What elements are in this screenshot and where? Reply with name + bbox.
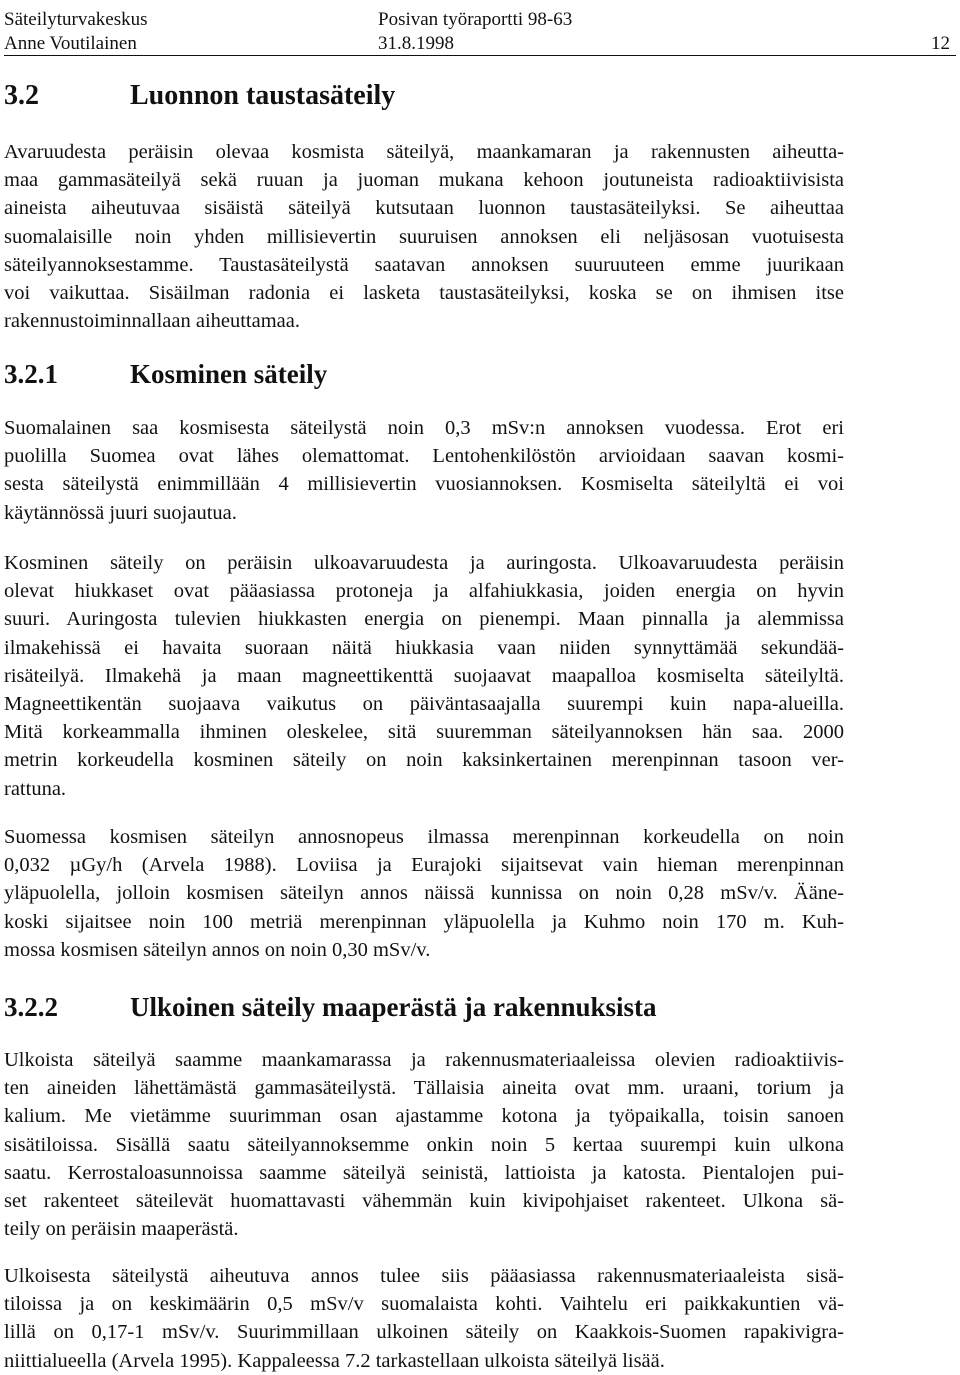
cosmic-paragraph-3	[4, 823, 844, 964]
text-line: puolilla Suomea ovat lähes olemattomat. Lentohenkilöstön arvioidaan saavan kosmi-	[4, 445, 844, 468]
text-line: Magneettikentän suojaava vaikutus on päiväntasaajalla suurempi kuin napa-alueilla.	[4, 693, 844, 716]
text-line: koski sijaitsee noin 100 metriä merenpinnan yläpuolella ja Kuhmo noin 170 m. Kuh-	[4, 910, 844, 933]
text-line: ilmakehissä ei havaita suoraan näitä hiukkasia vaan niiden synnyttämää sekundää-	[4, 636, 844, 659]
header-date: 31.8.1998	[378, 33, 454, 54]
text-line: tiloissa ja on keskimäärin 0,5 mSv/v suomalaista kohti. Vaihtelu eri paikkakuntien vä-	[4, 1293, 844, 1316]
text-line: maa gammasäteilyä sekä ruuan ja juoman mukana kehoon joutuneista radioaktiivisista	[4, 169, 844, 192]
text-line: niittialueella (Arvela 1995). Kappaleessa 7.2 tarkastellaan ulkoista säteilyä lisää.	[4, 1349, 665, 1372]
header-row-2	[4, 32, 956, 56]
text-line: Suomalainen saa kosmisesta säteilystä noin 0,3 mSv:n annoksen vuodessa. Erot eri	[4, 417, 844, 439]
section-intro-paragraph	[4, 138, 844, 335]
text-line: sesta säteilystä enimmillään 4 millisievertin vuosiannoksen. Kosmiselta säteilyltä ei voi	[4, 473, 844, 496]
text-line: mossa kosmisen säteilyn annos on noin 0,30 mSv/v.	[4, 938, 431, 961]
text-line: rattuna.	[4, 777, 67, 800]
page-header	[4, 4, 956, 56]
subsection-heading-external	[4, 991, 657, 1023]
text-line: Mitä korkeammalla ihminen oleskelee, sitä suuremman säteilyannoksen hän saa. 2000	[4, 721, 844, 744]
section-heading	[4, 80, 395, 112]
text-line: käytännössä juuri suojautua.	[4, 501, 237, 524]
cosmic-paragraph-1	[4, 414, 844, 527]
text-line: yläpuolella, jolloin kosmisen säteilyn annos näissä kunnissa on noin 0,28 mSv/v. Ääne-	[4, 882, 844, 905]
text-line: 0,032 µGy/h (Arvela 1988). Loviisa ja Eurajoki sijaitsevat vain hieman merenpinnan	[4, 854, 844, 877]
text-line: teily on peräisin maaperästä.	[4, 1218, 239, 1241]
header-author: Anne Voutilainen	[4, 33, 137, 54]
text-line: metrin korkeudella kosminen säteily on noin kaksinkertainen merenpinnan tasoon ver-	[4, 749, 844, 772]
subsection-title: Kosminen säteily	[130, 359, 328, 389]
text-line: voi vaikuttaa. Sisäilman radonia ei lasketa taustasäteilyksi, koska se on ihmisen itse	[4, 282, 844, 305]
text-line: kalium. Me vietämme suurimman osan ajastamme kotona ja työpaikalla, toisin sanoen	[4, 1105, 844, 1128]
text-line: rakennustoiminnallaan aiheuttamaa.	[4, 310, 300, 333]
header-row-1	[4, 8, 956, 32]
text-line: set rakenteet säteilevät huomattavasti vähemmän kuin kivipohjaiset rakenteet. Ulkona sä-	[4, 1190, 844, 1213]
text-line: ten aineiden lähettämästä gammasäteilystä. Tällaisia aineita ovat mm. uraani, torium ja	[4, 1077, 844, 1100]
external-paragraph-2	[4, 1262, 844, 1375]
text-line: Suomessa kosmisen säteilyn annosnopeus ilmassa merenpinnan korkeudella on noin	[4, 826, 844, 848]
text-line: aineista aiheutuvaa sisäistä säteilyä kutsutaan luonnon taustasäteilyksi. Se aiheuttaa	[4, 197, 844, 220]
header-org: Säteilyturvakeskus	[4, 9, 148, 30]
section-number: 3.2	[4, 80, 39, 111]
text-line: olevat hiukkaset ovat pääasiassa protoneja ja alfahiukkasia, joiden energia on hyvin	[4, 580, 844, 603]
text-line: Kosminen säteily on peräisin ulkoavaruudesta ja auringosta. Ulkoavaruudesta peräisin	[4, 552, 844, 574]
header-report: Posivan työraportti 98-63	[378, 9, 573, 30]
text-line: suomalaisille noin yhden millisievertin suuruisen annoksen eli neljäsosan vuotuisesta	[4, 225, 844, 248]
subsection-heading-cosmic	[4, 358, 327, 390]
external-paragraph-1	[4, 1046, 844, 1243]
text-line: Ulkoista säteilyä saamme maankamarassa ja rakennusmateriaaleissa olevien radioaktiivis-	[4, 1049, 844, 1071]
subsection-title: Ulkoinen säteily maaperästä ja rakennuksista	[130, 992, 657, 1022]
text-line: suuri. Auringosta tulevien hiukkasten energia on pienempi. Maan pinnalla ja alemmissa	[4, 608, 844, 631]
header-page-number: 12	[931, 33, 950, 54]
header-rule	[4, 55, 956, 56]
text-line: Avaruudesta peräisin olevaa kosmista säteilyä, maankamaran ja rakennusten aiheutta-	[4, 141, 844, 163]
text-line: säteilyannoksestamme. Taustasäteilystä saatavan annoksen suuruuteen emme juurikaan	[4, 253, 844, 276]
cosmic-paragraph-2	[4, 549, 844, 803]
text-line: sisätiloissa. Sisällä saatu säteilyannoksemme onkin noin 5 kertaa suurempi kuin ulkona	[4, 1133, 844, 1156]
text-line: Ulkoisesta säteilystä aiheutuva annos tulee siis pääasiassa rakennusmateriaaleista sisä-	[4, 1265, 844, 1287]
subsection-number: 3.2.2	[4, 992, 58, 1022]
text-line: lillä on 0,17-1 mSv/v. Suurimmillaan ulkoinen säteily on Kaakkois-Suomen rapakivigra-	[4, 1321, 844, 1344]
text-line: saatu. Kerrostaloasunnoissa saamme säteilyä seinistä, lattioista ja katosta. Pientalojen pui-	[4, 1161, 844, 1184]
text-line: risäteilyä. Ilmakehä ja maan magneettikenttä suojaavat maapalloa kosmiselta säteilyltä.	[4, 664, 844, 687]
subsection-number: 3.2.1	[4, 359, 58, 389]
section-title: Luonnon taustasäteily	[130, 80, 396, 111]
